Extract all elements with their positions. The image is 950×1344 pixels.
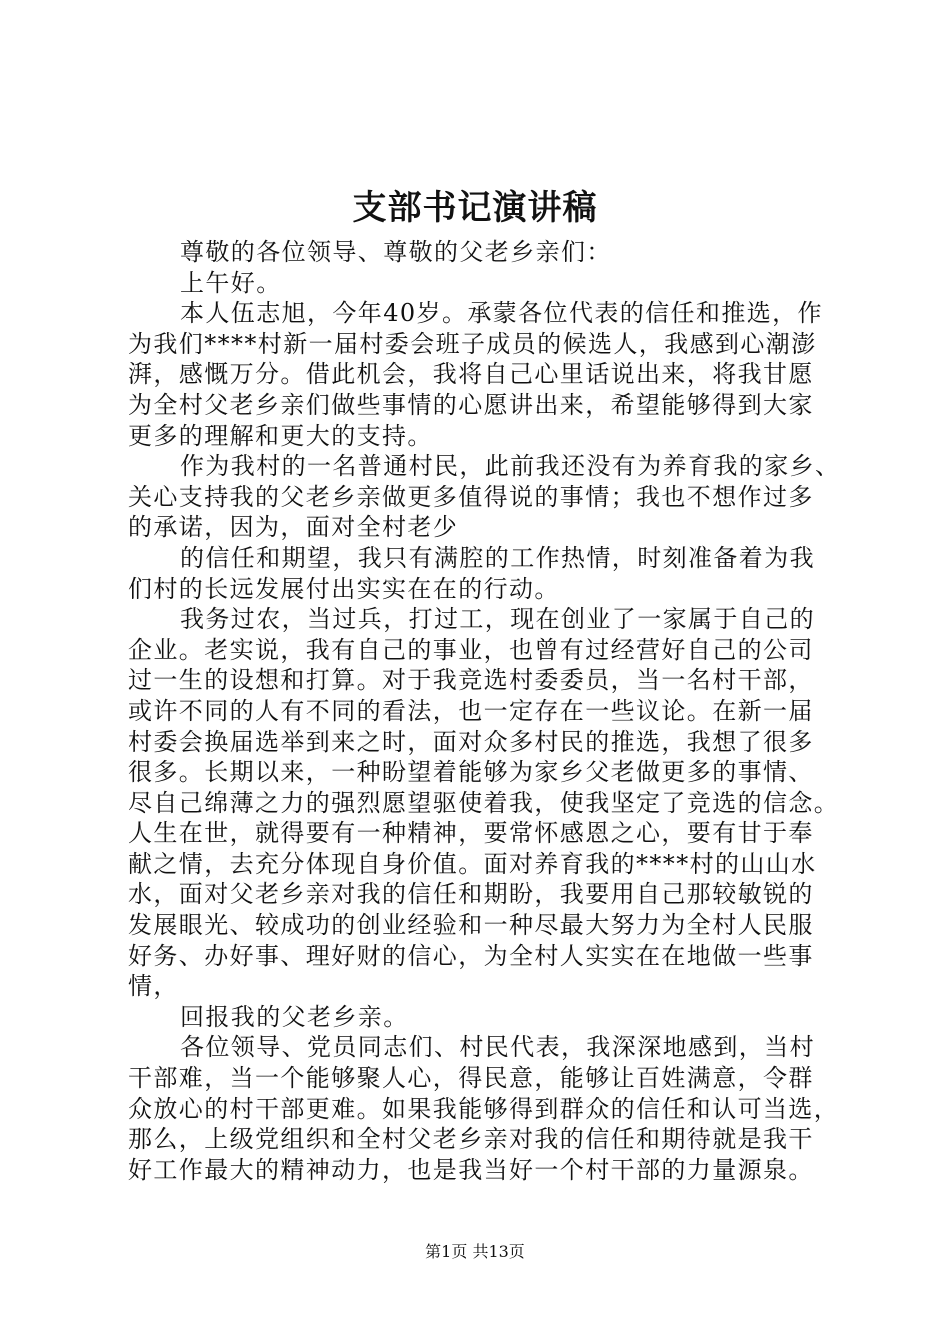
text-line: 上午好。 xyxy=(180,268,282,297)
text-line: 献之情，去充分体现自身价值。面对养育我的****村的山山水 xyxy=(128,849,817,878)
text-line: 干部难，当一个能够聚人心，得民意，能够让百姓满意，令群 xyxy=(128,1064,814,1093)
document-body xyxy=(128,237,841,1185)
text-line: 更多的理解和更大的支持。 xyxy=(128,421,433,450)
text-line: 各位领导、党员同志们、村民代表，我深深地感到，当村 xyxy=(180,1033,815,1062)
document-title: 支部书记演讲稿 xyxy=(352,188,598,228)
text-line: 村委会换届选举到来之时，面对众多村民的推选，我想了很多 xyxy=(128,727,814,756)
text-line: 过一生的设想和打算。对于我竞选村委委员，当一名村干部， xyxy=(128,666,814,695)
text-line: 湃，感慨万分。借此机会，我将自己心里话说出来，将我甘愿 xyxy=(128,360,814,389)
text-line: 为全村父老乡亲们做些事情的心愿讲出来，希望能够得到大家 xyxy=(128,390,814,419)
text-line: 情， xyxy=(128,972,179,1001)
text-line: 或许不同的人有不同的看法，也一定存在一些议论。在新一届 xyxy=(128,696,814,725)
text-line: 的信任和期望，我只有满腔的工作热情，时刻准备着为我 xyxy=(180,543,815,572)
text-line: 那么，上级党组织和全村父老乡亲对我的信任和期待就是我干 xyxy=(128,1125,814,1154)
text-line: 作为我村的一名普通村民，此前我还没有为养育我的家乡、 xyxy=(180,452,841,481)
text-line: 水，面对父老乡亲对我的信任和期盼，我要用自己那较敏锐的 xyxy=(128,880,814,909)
page-footer: 第1页 共13页 xyxy=(425,1242,525,1261)
text-line: 们村的长远发展付出实实在在的行动。 xyxy=(128,574,560,603)
text-line: 企业。老实说，我有自己的事业，也曾有过经营好自己的公司 xyxy=(128,635,814,664)
text-line: 发展眼光、较成功的创业经验和一种尽最大努力为全村人民服 xyxy=(128,911,814,940)
text-line: 尊敬的各位领导、尊敬的父老乡亲们： xyxy=(180,238,612,266)
text-line: 众放心的村干部更难。如果我能够得到群众的信任和认可当选， xyxy=(128,1094,840,1123)
text-line: 好工作最大的精神动力，也是我当好一个村干部的力量源泉。 xyxy=(128,1155,814,1184)
text-line: 尽自己绵薄之力的强烈愿望驱使着我，使我坚定了竞选的信念。 xyxy=(128,788,840,817)
text-line: 人生在世，就得要有一种精神，要常怀感恩之心，要有甘于奉 xyxy=(128,819,814,848)
text-line: 本人伍志旭，今年40岁。承蒙各位代表的信任和推选，作 xyxy=(180,299,823,328)
text-line: 很多。长期以来，一种盼望着能够为家乡父老做更多的事情、 xyxy=(128,758,814,787)
text-line: 关心支持我的父老乡亲做更多值得说的事情；我也不想作过多 xyxy=(128,482,814,511)
text-line: 回报我的父老乡亲。 xyxy=(180,1002,409,1031)
text-line: 为我们****村新一届村委会班子成员的候选人，我感到心潮澎 xyxy=(128,329,817,358)
text-line: 的承诺，因为，面对全村老少 xyxy=(128,513,459,542)
text-line: 我务过农，当过兵，打过工，现在创业了一家属于自己的 xyxy=(180,605,815,634)
text-line: 好务、办好事、理好财的信心，为全村人实实在在地做一些事 xyxy=(128,941,814,970)
